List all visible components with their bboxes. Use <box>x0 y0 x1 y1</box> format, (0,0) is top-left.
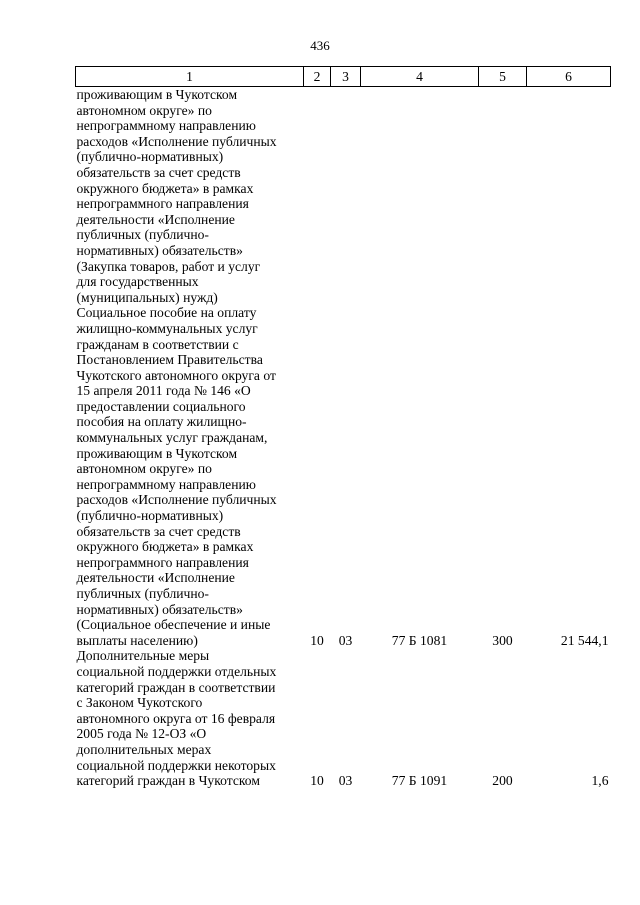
page-number: 436 <box>310 38 330 53</box>
row-target-cell <box>361 87 479 306</box>
row-expense-type-cell: 300 <box>492 632 513 648</box>
row-section-cell: 10 <box>310 632 324 648</box>
column-header-subsection: 3 <box>331 67 361 87</box>
row-name-text: проживающим в Чукотском автономном округе» по непрограммному направлению расходов «Исполнение публичных (публично-нормативных) обязательств за счет средств окружного бюджета» в рамках непрограммного направления деятельности «Исполнение публичных (публично- нормативных) обязательств» (Закупка товаров, работ и услуг для государственных (муниципальных) нужд) <box>76 87 277 305</box>
row-name-text: Социальное пособие на оплату жилищно-коммунальных услуг гражданам в соответствии с Постановлением Правительства Чукотского автономного округа от 15 апреля 2011 года № 146 «О предоставлении социального пособия на оплату жилищно- коммунальных услуг гражданам, проживающим в Чукотском автономном округе» по непрограммному направлению расходов «Исполнение публичных (публично-нормативных) обязательств за счет средств окружного бюджета» в рамках непрограммного направления деятельности «Исполнение публичных (публично- нормативных) обязательств» (Социальное обеспечение и иные выплаты населению) <box>76 305 277 648</box>
row-section-cell <box>304 87 331 306</box>
row-amount-cell: 1,6 <box>591 773 609 789</box>
row-section-cell: 10 <box>310 773 324 789</box>
row-amount-cell: 21 544,1 <box>560 632 609 648</box>
table-row <box>76 648 611 788</box>
row-name-cell <box>76 305 304 648</box>
row-expense-type-cell <box>479 87 527 306</box>
column-header-amount: 6 <box>527 67 611 87</box>
row-target-cell: 77 Б 1091 <box>391 773 448 789</box>
table-header-row <box>76 67 611 87</box>
column-header-expense-type: 5 <box>479 67 527 87</box>
column-header-section: 2 <box>304 67 331 87</box>
row-name-cell <box>76 87 304 306</box>
table-row <box>76 87 611 306</box>
table-row <box>76 305 611 648</box>
row-subsection-cell: 03 <box>338 632 353 648</box>
column-header-name: 1 <box>76 67 304 87</box>
row-subsection-cell <box>331 87 361 306</box>
row-name-text: Дополнительные меры социальной поддержки отдельных категорий граждан в соответствии с Законом Чукотского автономного округа от 16 февраля 2005 года № 12-ОЗ «О дополнительных мерах социальной поддержки некоторых категорий граждан в Чукотском <box>76 648 277 789</box>
budget-table <box>75 66 611 789</box>
row-amount-cell <box>527 87 611 306</box>
row-target-cell: 77 Б 1081 <box>391 632 448 648</box>
row-name-cell <box>76 648 304 788</box>
row-expense-type-cell: 200 <box>492 773 513 789</box>
row-subsection-cell: 03 <box>338 773 353 789</box>
column-header-target: 4 <box>361 67 479 87</box>
